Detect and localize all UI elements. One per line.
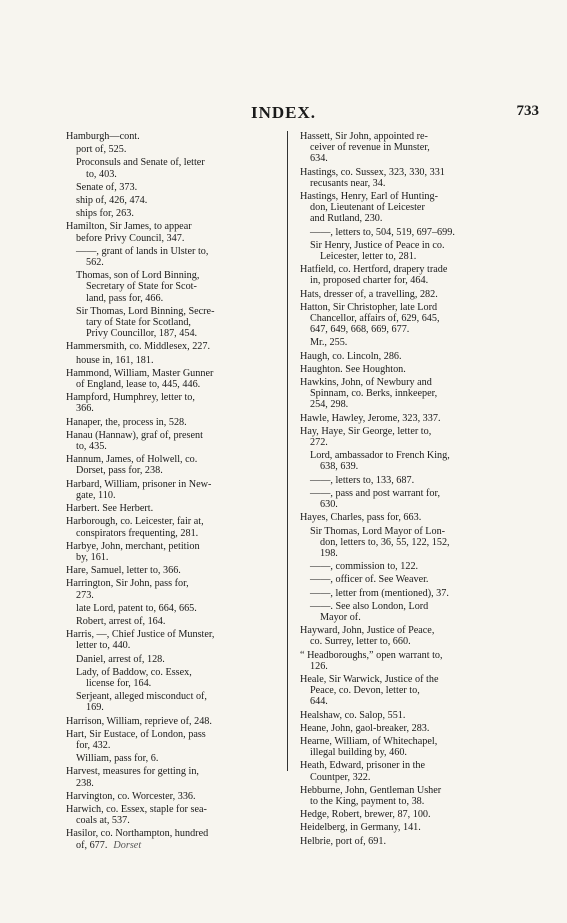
index-entry	[66, 578, 285, 600]
index-entry	[300, 264, 525, 286]
index-entry-line: Healshaw, co. Salop, 551.	[300, 709, 406, 721]
index-entry-line: to the King, payment to, 38.	[310, 795, 425, 807]
index-entry	[300, 785, 525, 807]
index-entry-line: 634.	[310, 153, 328, 165]
index-entry-line: ship of, 426, 474.	[76, 195, 148, 207]
index-entry-line: Harbard, William, prisoner in New-	[66, 478, 212, 490]
index-entry-line: Robert, arrest of, 164.	[76, 615, 166, 627]
index-entry-line: Hamilton, Sir James, to appear	[66, 221, 192, 233]
index-entry-line: Hedge, Robert, brewer, 87, 100.	[300, 809, 431, 821]
index-entry	[66, 503, 285, 514]
index-entry-line: Harwich, co. Essex, staple for sea-	[66, 803, 207, 815]
index-entry	[66, 306, 285, 340]
index-entry	[300, 488, 525, 510]
index-entry-line: before Privy Council, 347.	[76, 232, 185, 244]
index-entry	[300, 736, 525, 758]
index-entry	[66, 479, 285, 501]
index-entry	[300, 240, 525, 262]
index-entry-line: Harborough, co. Leicester, fair at,	[66, 516, 204, 528]
index-entry	[66, 246, 285, 268]
index-entry	[300, 450, 525, 472]
index-entry-line: 126.	[310, 660, 328, 672]
index-entry-line: in, proposed charter for, 464.	[310, 275, 429, 287]
index-entry-line: Chancellor, affairs of, 629, 645,	[310, 313, 440, 325]
index-entry-line: letter to, 440.	[76, 640, 131, 652]
index-entry-line: ceiver of revenue in Munster,	[310, 142, 430, 154]
index-entry-line: 254, 298.	[310, 399, 349, 411]
index-entry	[66, 157, 285, 179]
index-entry	[300, 526, 525, 560]
index-entry	[66, 791, 285, 802]
index-entry-line: ——, pass and post warrant for,	[310, 487, 441, 499]
index-entry	[300, 822, 525, 833]
index-entry	[300, 413, 525, 424]
index-entry-line: 638, 639.	[320, 461, 359, 473]
index-entry	[300, 625, 525, 647]
index-entry-line: Lady, of Baddow, co. Essex,	[76, 666, 192, 678]
index-entry-line: Hay, Haye, Sir George, letter to,	[300, 425, 432, 437]
index-entry	[300, 601, 525, 623]
index-entry-line: 273.	[76, 589, 94, 601]
index-entry-line: Dorset, pass for, 238.	[76, 465, 163, 477]
index-entry	[300, 710, 525, 721]
index-entry-line: license for, 164.	[86, 677, 152, 689]
index-entry	[66, 616, 285, 627]
index-entry	[300, 674, 525, 708]
index-entry	[66, 430, 285, 452]
index-entry-line: Hats, dresser of, a travelling, 282.	[300, 288, 438, 300]
index-entry	[300, 289, 525, 300]
page-number: 733	[516, 103, 539, 119]
index-entry	[300, 351, 525, 362]
index-entry	[300, 588, 525, 599]
index-entry	[66, 454, 285, 476]
index-entry-line: William, pass for, 6.	[76, 753, 159, 765]
index-entry-line: Hebburne, John, Gentleman Usher	[300, 784, 442, 796]
index-entry-line: Daniel, arrest of, 128.	[76, 653, 165, 665]
index-entry-line: “ Headboroughs,” open warrant to,	[300, 649, 443, 661]
index-entry-line: Hammersmith, co. Middlesex, 227.	[66, 341, 211, 353]
index-column-right	[300, 131, 525, 849]
index-entry	[300, 167, 525, 189]
index-entry-line: Sir Henry, Justice of Peace in co.	[310, 239, 445, 251]
index-entry-line: Mayor of.	[320, 611, 361, 623]
index-entry-line: late Lord, patent to, 664, 665.	[76, 602, 197, 614]
index-entry	[66, 753, 285, 764]
index-entry	[300, 377, 525, 411]
column-divider	[287, 131, 288, 771]
index-entry-line: 238.	[76, 777, 94, 789]
index-entry	[300, 302, 525, 336]
index-entry	[300, 836, 525, 847]
index-entry	[300, 191, 525, 225]
index-entry-line: Serjeant, alleged misconduct of,	[76, 691, 207, 703]
index-entry-line: Peace, co. Devon, letter to,	[310, 685, 420, 697]
index-entry-line: Haughton. See Houghton.	[300, 363, 406, 375]
index-entry-line: Sir Thomas, Lord Mayor of Lon-	[310, 525, 446, 537]
index-entry-line: Heale, Sir Warwick, Justice of the	[300, 673, 439, 685]
index-entry	[66, 541, 285, 563]
index-entry-line: Hannum, James, of Holwell, co.	[66, 454, 198, 466]
index-entry	[66, 603, 285, 614]
index-entry-line: ——, letter from (mentioned), 37.	[310, 587, 449, 599]
index-entry	[300, 809, 525, 820]
index-entry-line: Harbert. See Herbert.	[66, 503, 154, 515]
index-entry-line: Hayward, John, Justice of Peace,	[300, 625, 435, 637]
index-entry-line: Heane, John, gaol-breaker, 283.	[300, 722, 430, 734]
index-entry-line: Senate of, 373.	[76, 181, 138, 193]
index-entry	[66, 182, 285, 193]
index-entry	[300, 426, 525, 448]
index-entry-line: Spinnam, co. Berks, innkeeper,	[310, 388, 438, 400]
index-entry-line: Hastings, co. Sussex, 323, 330, 331	[300, 166, 445, 178]
index-entry-line: land, pass for, 466.	[86, 292, 164, 304]
index-entry	[66, 131, 285, 142]
index-entry	[66, 766, 285, 788]
index-entry-line: Hawkins, John, of Newbury and	[300, 377, 432, 389]
index-entry-line: to, 403.	[86, 168, 117, 180]
index-entry	[300, 337, 525, 348]
index-entry-line: ——, letters to, 133, 687.	[310, 474, 415, 486]
index-entry-line: ——, officer of. See Weaver.	[310, 574, 429, 586]
page-header	[0, 103, 567, 125]
index-entry-line: 366.	[76, 403, 94, 415]
index-entry-line: don, Lieutenant of Leicester	[310, 202, 425, 214]
index-entry-line: of England, lease to, 445, 446.	[76, 379, 201, 391]
index-entry	[66, 804, 285, 826]
index-entry-line: ——. See also London, Lord	[310, 600, 429, 612]
index-entry	[66, 691, 285, 713]
index-entry	[66, 368, 285, 390]
index-entry-line: Helbrie, port of, 691.	[300, 835, 387, 847]
index-entry-line: Harris, —, Chief Justice of Munster,	[66, 629, 215, 641]
index-entry	[66, 392, 285, 414]
index-entry-line: conspirators frequenting, 281.	[76, 527, 199, 539]
index-entry-line: for, 432.	[76, 739, 111, 751]
index-entry-line: of, 677. Dorset	[76, 839, 142, 851]
index-entry-line: Hatton, Sir Christopher, late Lord	[300, 301, 438, 313]
index-entry-line: Hatfield, co. Hertford, drapery trade	[300, 264, 448, 276]
index-entry	[300, 227, 525, 238]
index-entry	[66, 341, 285, 352]
index-entry	[66, 729, 285, 751]
index-entry	[66, 516, 285, 538]
index-entry-line: Hammond, William, Master Gunner	[66, 367, 214, 379]
index-entry	[66, 208, 285, 219]
index-entry	[300, 561, 525, 572]
index-entry-line: Mr., 255.	[310, 337, 348, 349]
index-entry	[66, 667, 285, 689]
index-entry-line: Haugh, co. Lincoln, 286.	[300, 350, 402, 362]
index-entry-line: 630.	[320, 499, 338, 511]
index-entry	[300, 131, 525, 165]
index-entry-line: Proconsuls and Senate of, letter	[76, 157, 205, 169]
index-entry	[66, 355, 285, 366]
index-entry-line: Countper, 322.	[310, 771, 371, 783]
index-entry-line: Hassett, Sir John, appointed re-	[300, 131, 428, 142]
index-entry-line: port of, 525.	[76, 144, 127, 156]
index-entry	[66, 629, 285, 651]
index-entry	[66, 716, 285, 727]
index-entry-line: ships for, 263.	[76, 208, 134, 220]
index-entry-line: ——, letters to, 504, 519, 697–699.	[310, 226, 455, 238]
index-entry-line: Heath, Edward, prisoner in the	[300, 760, 426, 772]
index-entry-line: Hearne, William, of Whitechapel,	[300, 735, 438, 747]
page-title: INDEX.	[250, 103, 317, 122]
index-entry-line: ——, grant of lands in Ulster to,	[76, 245, 209, 257]
index-entry-line: Hart, Sir Eustace, of London, pass	[66, 728, 206, 740]
index-entry-line: 562.	[86, 257, 104, 269]
index-entry-line: 272.	[310, 437, 328, 449]
index-entry	[66, 270, 285, 304]
index-entry-line: and Rutland, 230.	[310, 213, 383, 225]
index-entry-line: Hanaper, the, process in, 528.	[66, 416, 187, 428]
index-entry-line: coals at, 537.	[76, 815, 130, 827]
index-entry	[300, 650, 525, 672]
index-entry-line: ——, commission to, 122.	[310, 561, 419, 573]
index-entry-line: Harvington, co. Worcester, 336.	[66, 790, 196, 802]
index-entry-line: Hare, Samuel, letter to, 366.	[66, 565, 181, 577]
index-entry-line: 647, 649, 668, 669, 677.	[310, 324, 410, 336]
index-entry-line: tary of State for Scotland,	[86, 317, 191, 329]
index-column-left	[66, 131, 285, 853]
index-entry-line: to, 435.	[76, 441, 107, 453]
index-entry-line: Sir Thomas, Lord Binning, Secre-	[76, 305, 215, 317]
index-entry	[300, 574, 525, 585]
index-entry-line: Hamburgh—cont.	[66, 131, 140, 142]
index-entry-line: Harbye, John, merchant, petition	[66, 540, 200, 552]
index-entry	[66, 144, 285, 155]
index-entry	[300, 723, 525, 734]
index-entry	[66, 828, 285, 850]
index-entry	[300, 364, 525, 375]
index-entry-line: don, letters to, 36, 55, 122, 152,	[320, 536, 450, 548]
index-entry-line: Leicester, letter to, 281.	[320, 251, 417, 263]
index-entry-line: Secretary of State for Scot-	[86, 281, 197, 293]
index-entry-line: 198.	[320, 547, 338, 559]
index-entry-line: Hampford, Humphrey, letter to,	[66, 392, 195, 404]
index-entry-line: Privy Councillor, 187, 454.	[86, 328, 198, 340]
index-entry-line: by, 161.	[76, 551, 109, 563]
index-entry-line: Heidelberg, in Germany, 141.	[300, 822, 421, 834]
index-entry	[300, 512, 525, 523]
index-entry-line: 169.	[86, 702, 104, 714]
index-entry-line: gate, 110.	[76, 489, 116, 501]
index-entry-line: Harrington, Sir John, pass for,	[66, 578, 189, 590]
index-entry-line: house in, 161, 181.	[76, 354, 154, 366]
index-entry	[66, 565, 285, 576]
index-entry-line: Hanau (Hannaw), graf of, present	[66, 429, 203, 441]
index-entry	[66, 654, 285, 665]
index-entry-line: Hasilor, co. Northampton, hundred	[66, 828, 209, 840]
index-entry	[66, 221, 285, 243]
index-entry-line: recusants near, 34.	[310, 177, 386, 189]
index-entry-line: Thomas, son of Lord Binning,	[76, 270, 200, 282]
index-entry	[66, 195, 285, 206]
index-entry	[66, 417, 285, 428]
index-entry	[300, 475, 525, 486]
index-entry	[300, 760, 525, 782]
index-entry-line: Hawle, Hawley, Jerome, 323, 337.	[300, 412, 441, 424]
index-entry-line: illegal building by, 460.	[310, 747, 407, 759]
index-entry-line: Lord, ambassador to French King,	[310, 450, 450, 462]
index-entry-line: Harrison, William, reprieve of, 248.	[66, 715, 212, 727]
index-entry-line: Hastings, Henry, Earl of Hunting-	[300, 191, 438, 203]
handwritten-annotation: Dorset	[113, 839, 142, 851]
index-entry-line: Hayes, Charles, pass for, 663.	[300, 512, 422, 524]
index-entry-line: co. Surrey, letter to, 660.	[310, 636, 411, 648]
index-entry-line: Harvest, measures for getting in,	[66, 766, 199, 778]
index-entry-line: 644.	[310, 696, 328, 708]
